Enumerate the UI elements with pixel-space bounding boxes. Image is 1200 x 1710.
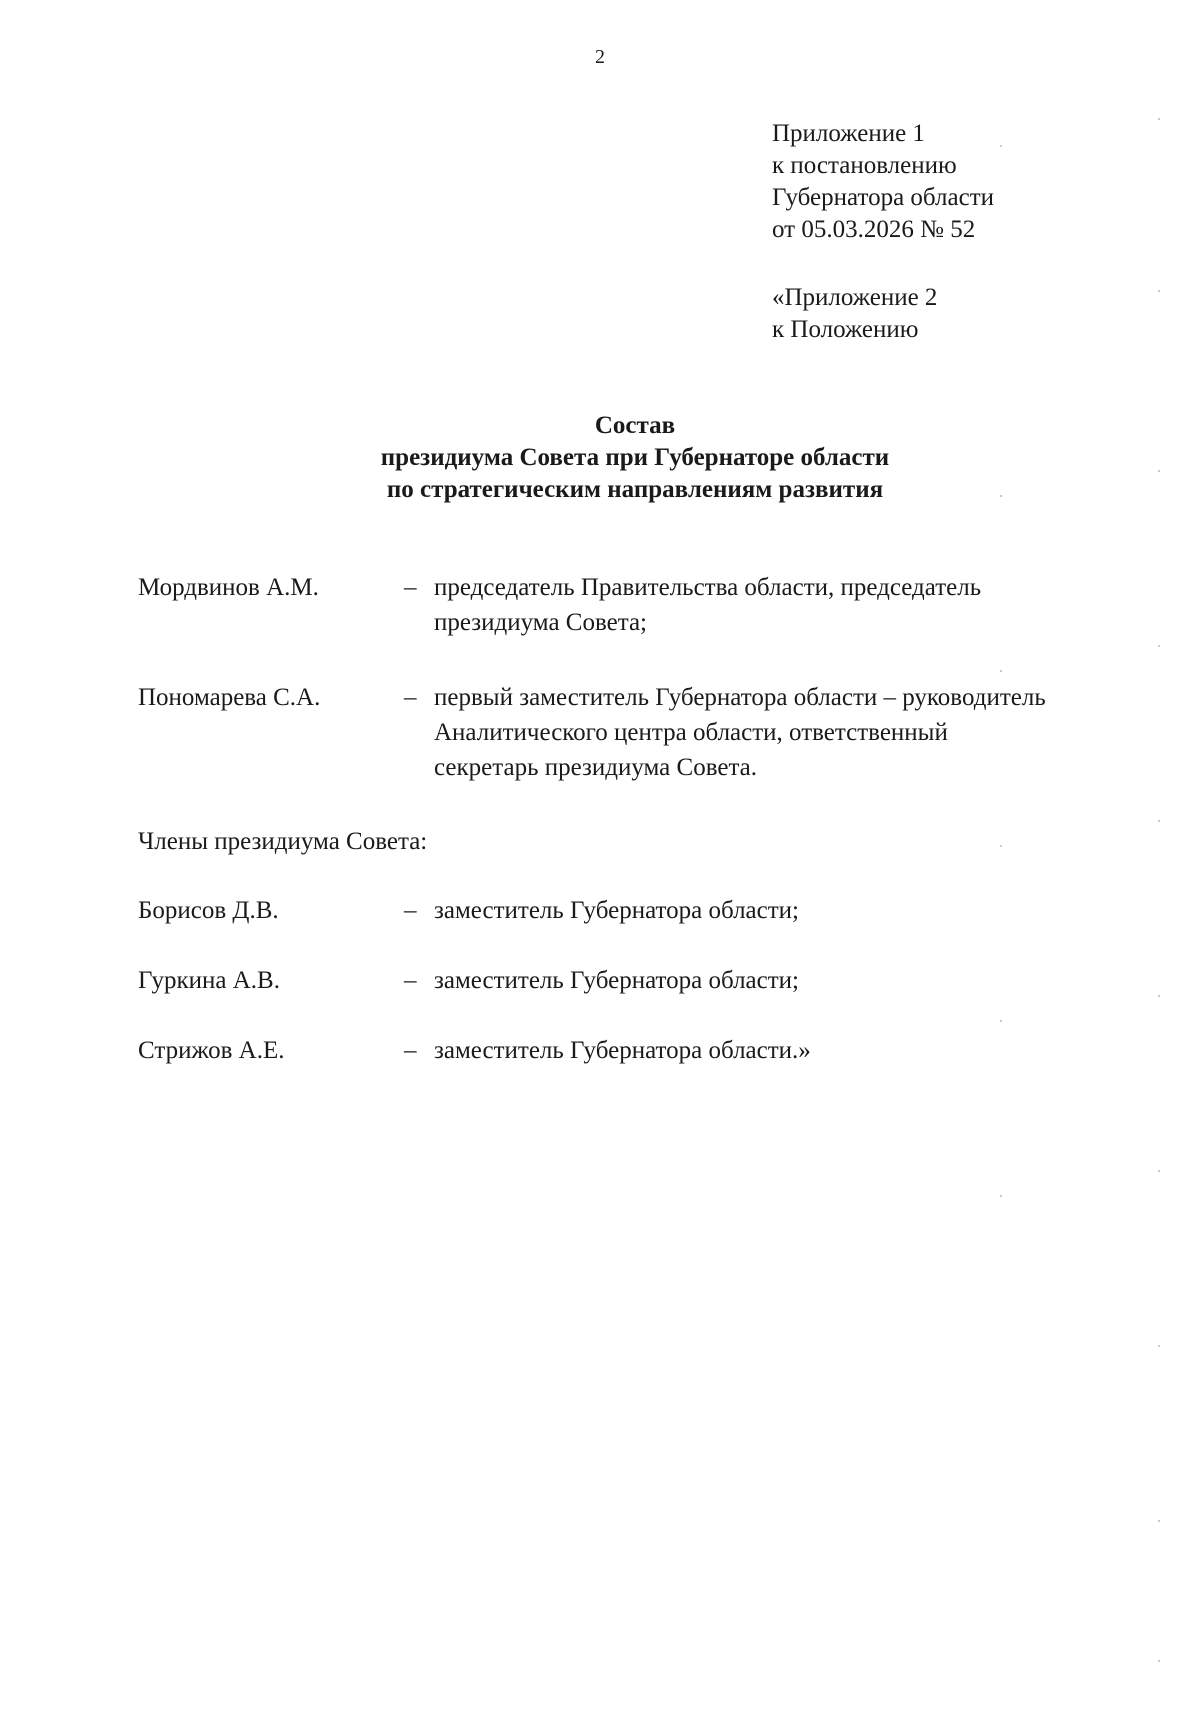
scan-artifact — [1000, 145, 1002, 147]
role-line: Аналитического центра области, ответственный — [434, 719, 948, 746]
dash-separator: – — [404, 574, 417, 601]
scan-artifact — [1000, 495, 1002, 497]
title-line: президиума Совета при Губернаторе области — [380, 444, 890, 471]
role-line: первый заместитель Губернатора области – руководитель — [434, 684, 1046, 711]
annex-line: к Положению — [772, 316, 919, 343]
page-number: 2 — [595, 46, 605, 68]
title-line: по стратегическим направлениям развития — [386, 476, 884, 503]
title-line: Состав — [594, 412, 676, 439]
member-name: Мордвинов А.М. — [138, 574, 319, 601]
appendix-line: от 05.03.2026 № 52 — [772, 216, 976, 243]
role-line: председатель Правительства области, председатель — [434, 574, 982, 601]
annex-header — [772, 282, 937, 346]
role-line: секретарь президиума Совета. — [434, 754, 758, 781]
dash-separator: – — [404, 1037, 417, 1064]
member-name: Пономарева С.А. — [138, 684, 321, 711]
scan-artifact — [1158, 470, 1160, 472]
appendix-line: Приложение 1 — [772, 120, 925, 147]
annex-line: «Приложение 2 — [772, 284, 938, 311]
scan-artifact — [1000, 1195, 1002, 1197]
scan-artifact — [1158, 1170, 1160, 1172]
dash-separator: – — [404, 967, 417, 994]
dash-separator: – — [404, 684, 417, 711]
member-role — [434, 570, 1200, 640]
role-line: президиума Совета; — [434, 609, 648, 636]
appendix-header — [772, 118, 994, 246]
dash-separator: – — [404, 897, 417, 924]
member-role: заместитель Губернатора области; — [434, 897, 800, 924]
appendix-line: Губернатора области — [772, 184, 994, 211]
member-role: заместитель Губернатора области; — [434, 967, 800, 994]
member-role: заместитель Губернатора области.» — [434, 1037, 811, 1064]
scan-artifact — [1158, 1660, 1160, 1662]
member-name: Гуркина А.В. — [138, 967, 280, 994]
scan-artifact — [1000, 845, 1002, 847]
members-heading: Члены президиума Совета: — [138, 828, 428, 855]
scan-artifact — [1158, 118, 1160, 120]
scan-artifact — [1158, 995, 1160, 997]
scan-artifact — [1158, 1345, 1160, 1347]
appendix-line: к постановлению — [772, 152, 957, 179]
member-name: Борисов Д.В. — [138, 897, 279, 924]
scan-artifact — [1000, 670, 1002, 672]
scan-artifact — [1000, 1020, 1002, 1022]
scan-artifact — [1158, 645, 1160, 647]
scan-artifact — [1158, 820, 1160, 822]
scan-artifact — [1158, 290, 1160, 292]
member-name: Стрижов А.Е. — [138, 1037, 285, 1064]
member-role — [434, 680, 1200, 785]
scan-artifact — [1158, 1520, 1160, 1522]
document-title — [0, 410, 1200, 506]
